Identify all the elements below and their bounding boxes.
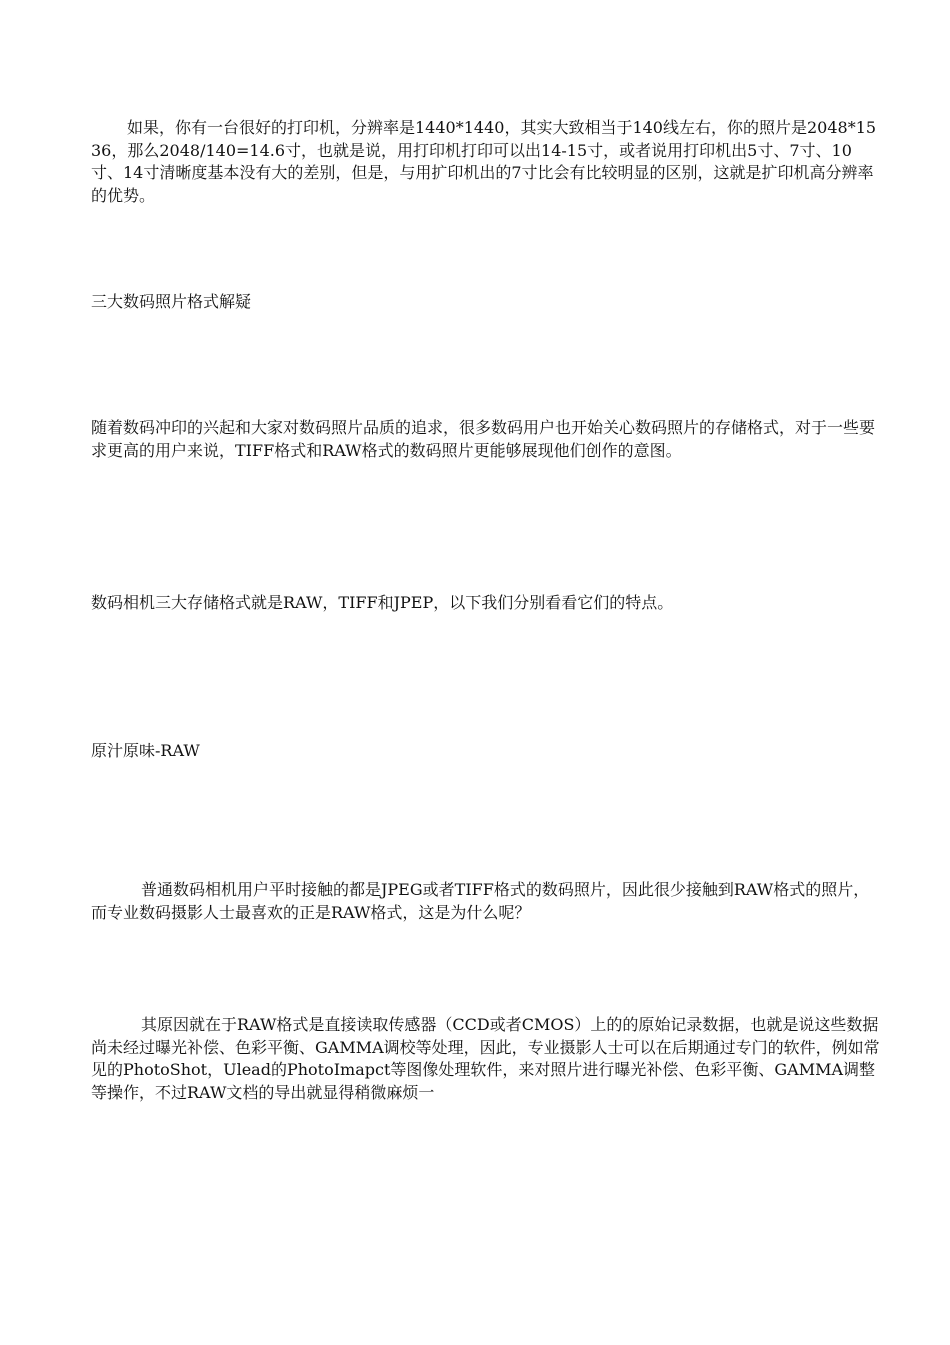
paragraph-printer-resolution: 如果，你有一台很好的打印机，分辨率是1440*1440，其实大致相当于140线左右，你的照片是2048*1536，那么2048/140=14.6寸，也就是说，用打印机打印可以出14-15寸，或者说用打印机出5寸、7寸、10寸、14寸清晰度基本没有大的差别，但是，与用扩印机出的7寸比会有比较明显的区别，这就是扩印机高分辨率的优势。 xyxy=(91,118,877,205)
paragraph-three-formats: 数码相机三大存储格式就是RAW，TIFF和JPEP，以下我们分别看看它们的特点。 xyxy=(91,593,674,612)
paragraph-raw-explanation: 其原因就在于RAW格式是直接读取传感器（CCD或者CMOS）上的的原始记录数据，也就是说这些数据尚未经过曝光补偿、色彩平衡、GAMMA调校等处理，因此，专业摄影人士可以在后期通过专门的软件，例如常见的PhotoShot，Ulead的PhotoImapct等图像处理软件，来对照片进行曝光补偿、色彩平衡、GAMMA调整等操作，不过RAW文档的导出就显得稍微麻烦一 xyxy=(91,1015,880,1102)
section-heading-photo-formats: 三大数码照片格式解疑 xyxy=(91,292,252,311)
paragraph-formats-intro: 随着数码冲印的兴起和大家对数码照片品质的追求，很多数码用户也开始关心数码照片的存储格式，对于一些要求更高的用户来说，TIFF格式和RAW格式的数码照片更能够展现他们创作的意图。 xyxy=(91,418,876,460)
paragraph-raw-popularity: 普通数码相机用户平时接触的都是JPEG或者TIFF格式的数码照片，因此很少接触到RAW格式的照片，而专业数码摄影人士最喜欢的正是RAW格式，这是为什么呢？ xyxy=(91,880,870,922)
section-heading-raw: 原汁原味-RAW xyxy=(91,741,200,760)
